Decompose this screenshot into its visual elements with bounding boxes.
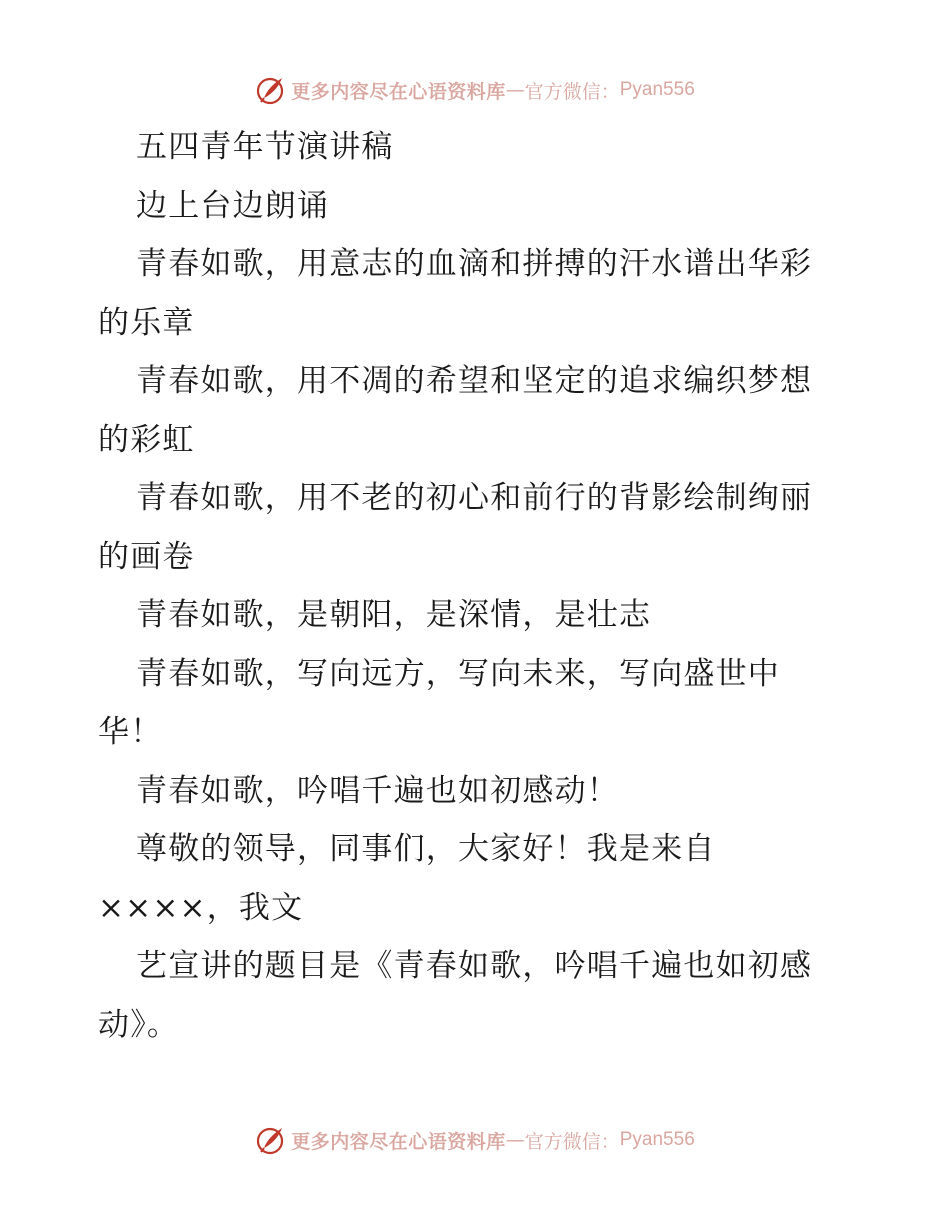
header-watermark (0, 70, 950, 110)
watermark-official-label: 官方微信： (524, 80, 620, 103)
watermark-account: Pyan556 (619, 79, 695, 100)
watermark-dash: — (505, 1129, 525, 1151)
paragraph-line: ××××，我文 (98, 889, 304, 926)
paragraph-line: 边上台边朗诵 (136, 187, 330, 224)
paragraph-line: 华！ (98, 714, 163, 750)
footer-watermark (0, 1120, 950, 1160)
paragraph-line: 五四青年节演讲稿 (136, 129, 394, 165)
paragraph-line: 青春如歌，用不凋的希望和坚定的追求编织梦想 (136, 363, 813, 399)
watermark-account: Pyan556 (619, 1129, 695, 1150)
paragraph-line: 动》。 (98, 1006, 180, 1043)
paragraph-line: 艺宣讲的题目是《青春如歌，吟唱千遍也如初感 (136, 948, 813, 984)
paragraph-line: 青春如歌，是朝阳，是深情，是壮志 (136, 597, 652, 633)
paragraph-line: 青春如歌，写向远方，写向未来，写向盛世中 (136, 655, 780, 692)
watermark-official-label: 官方微信： (524, 1130, 620, 1153)
paragraph-line: 的乐章 (98, 304, 195, 341)
watermark-dash: — (505, 79, 525, 101)
paragraph-line: 青春如歌，吟唱千遍也如初感动！ (136, 772, 619, 809)
paragraph-line: 青春如歌，用不老的初心和前行的背影绘制绚丽 (136, 480, 813, 516)
quill-logo-icon (255, 74, 287, 106)
watermark-brand-text: 更多内容尽在心语资料库 (291, 80, 506, 103)
watermark-brand-text: 更多内容尽在心语资料库 (291, 1130, 506, 1153)
paragraph-line: 的画卷 (98, 538, 195, 575)
quill-logo-icon (255, 1124, 287, 1156)
paragraph-line: 尊敬的领导，同事们，大家好！我是来自 (136, 831, 716, 867)
paragraph-line: 青春如歌，用意志的血滴和拼搏的汗水谱出华彩 (136, 246, 813, 282)
paragraph-line: 的彩虹 (98, 421, 195, 458)
document-body (98, 118, 858, 1054)
